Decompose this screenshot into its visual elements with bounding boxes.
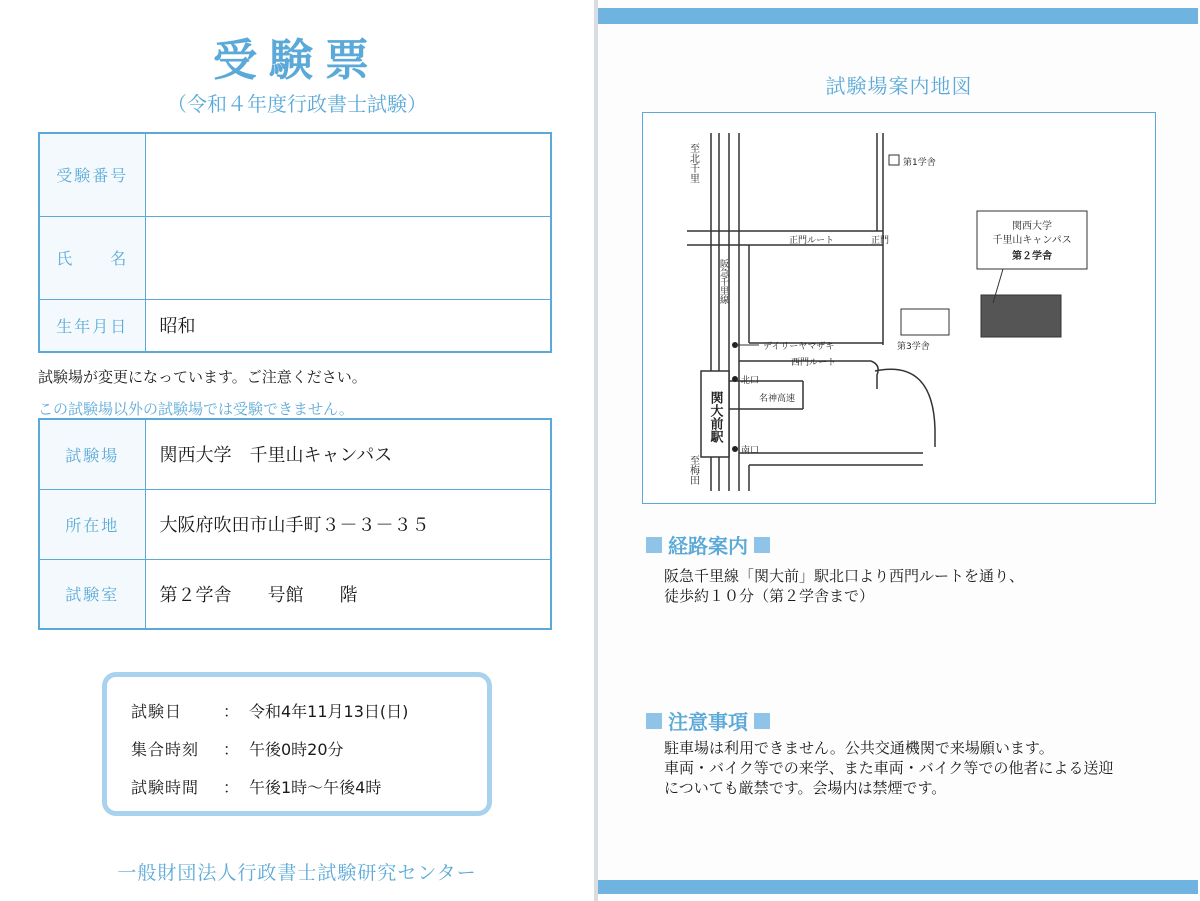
table-row	[39, 216, 551, 299]
venue-value: 関西大学 千里山キャンパス	[145, 419, 551, 489]
colon: ：	[223, 701, 240, 721]
table-row	[39, 489, 551, 559]
exam-number-label: 受験番号	[39, 133, 145, 216]
notes-heading	[640, 706, 776, 735]
notes-line: 駐車場は利用できません。公共交通機関で来場願います。	[664, 739, 1054, 757]
assembly-time-value: 午後0時20分	[249, 739, 344, 759]
top-accent-bar	[598, 8, 1198, 24]
applicant-table	[38, 132, 552, 353]
exam-time-value: 午後1時～午後4時	[249, 777, 382, 797]
square-bullet-icon	[754, 713, 770, 729]
table-row	[39, 133, 551, 216]
table-row	[39, 559, 551, 629]
colon: ：	[223, 739, 240, 759]
label-to-umeda: 至梅田	[687, 455, 699, 485]
label-saimon-route: 西門ルート	[791, 358, 837, 368]
route-line: 徒歩約１０分（第２学舎まで）	[664, 587, 875, 605]
square-bullet-icon	[754, 537, 770, 553]
label-building1: 第1学舎	[903, 158, 936, 168]
schedule-row-duration	[131, 767, 487, 805]
name-label: 氏 名	[39, 216, 145, 299]
callout-line3: 第２学舎	[1012, 251, 1052, 262]
address-label: 所在地	[39, 489, 145, 559]
venue-label: 試験場	[39, 419, 145, 489]
exam-number-value	[145, 133, 551, 216]
room-value: 第２学舎 号館 階	[145, 559, 551, 629]
assembly-time-label: 集合時刻	[131, 739, 200, 759]
label-north-exit: 北口	[741, 376, 760, 386]
label-station: 関大前駅	[707, 391, 723, 443]
route-heading-text: 経路案内	[668, 534, 748, 558]
organization-name: 一般財団法人行政書士試験研究センター	[117, 862, 477, 884]
venue-only-notice: この試験場以外の試験場では受験できません。	[38, 400, 354, 418]
schedule-row-assembly	[131, 729, 487, 767]
notes-line: についても厳禁です。会場内は禁煙です。	[664, 779, 947, 797]
notes-line: 車両・バイク等での来学、また車両・バイク等での他者による送迎	[664, 759, 1114, 777]
map-title: 試験場案内地図	[825, 74, 973, 98]
ticket-subtitle: （令和４年度行政書士試験）	[167, 92, 427, 116]
label-daily-yamazaki: デイリーヤマザキ	[763, 342, 835, 352]
venue-table	[38, 418, 552, 630]
route-text	[664, 566, 1024, 606]
label-south-exit: 南口	[741, 446, 760, 456]
square-bullet-icon	[646, 713, 662, 729]
route-line: 阪急千里線「関大前」駅北口より西門ルートを通り、	[664, 567, 1025, 585]
schedule-box	[102, 672, 492, 816]
exam-time-label: 試験時間	[131, 777, 200, 797]
colon: ：	[223, 777, 240, 797]
room-label: 試験室	[39, 559, 145, 629]
schedule-row-date	[131, 691, 487, 729]
callout-line1: 関西大学	[1012, 221, 1052, 232]
label-meishin: 名神高速	[759, 394, 796, 404]
notes-text	[664, 738, 1113, 798]
map-frame	[642, 112, 1156, 504]
exam-date-value: 令和4年11月13日(日)	[249, 701, 409, 721]
route-heading	[640, 530, 776, 559]
table-row	[39, 419, 551, 489]
ticket-title: 受験票	[213, 35, 381, 86]
notes-heading-text: 注意事項	[668, 710, 748, 734]
venue-changed-notice: 試験場が変更になっています。ご注意ください。	[38, 368, 367, 386]
campus-map	[643, 113, 1157, 505]
table-row	[39, 299, 551, 352]
name-value	[145, 216, 551, 299]
label-seimon-route: 正門ルート	[789, 236, 835, 246]
square-bullet-icon	[646, 537, 662, 553]
exam-date-label: 試験日	[131, 701, 183, 721]
label-to-kitasenri: 至北千里	[687, 143, 699, 183]
bottom-accent-bar	[598, 880, 1198, 894]
address-value: 大阪府吹田市山手町３－３－３５	[145, 489, 551, 559]
callout-line2: 千里山キャンパス	[992, 235, 1072, 246]
label-building3: 第3学舎	[897, 342, 930, 352]
birthdate-label: 生年月日	[39, 299, 145, 352]
label-seimon: 正門	[871, 236, 890, 246]
label-hankyu-line: 阪急千里線	[718, 259, 728, 304]
birthdate-value: 昭和	[145, 299, 551, 352]
